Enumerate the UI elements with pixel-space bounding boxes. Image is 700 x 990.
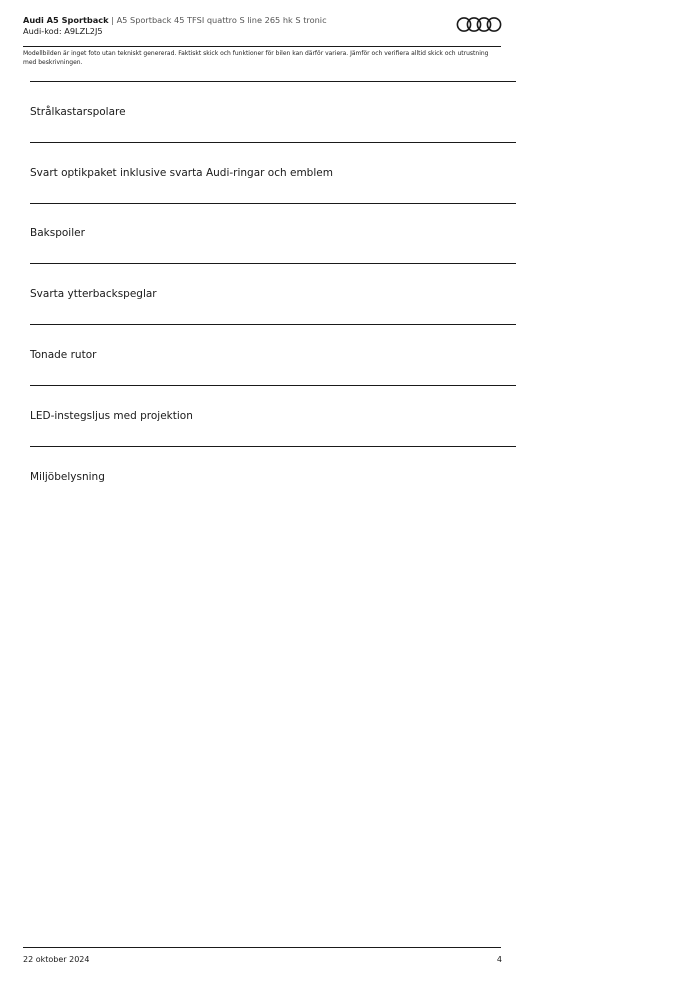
model-variant: A5 Sportback 45 TFSI quattro S line 265 hk S tronic [116, 15, 327, 25]
model-name: Audi A5 Sportback [23, 15, 109, 25]
header-divider [23, 46, 501, 47]
footer-divider [23, 947, 501, 948]
document-header [23, 15, 501, 37]
audi-code-value: A9LZL2J5 [64, 26, 103, 36]
feature-item: Tonade rutor [30, 349, 97, 362]
feature-item: Svarta ytterbackspeglar [30, 288, 157, 301]
disclaimer-text: Modellbilden är inget foto utan tekniskt genererad. Faktiskt skick och funktioner för bilen kan därför variera. Jämför och verifiera alltid skick och utrustning med beskrivningen. [23, 50, 489, 66]
feature-item: Bakspoiler [30, 227, 85, 240]
model-title [23, 15, 501, 26]
footer-date: 22 oktober 2024 [23, 955, 90, 964]
feature-item: Strålkastarspolare [30, 105, 126, 118]
page-number: 4 [496, 955, 502, 964]
audi-code-label: Audi-kod: [23, 26, 62, 36]
feature-item: Svart optikpaket inklusive svarta Audi-ringar och emblem [30, 166, 333, 179]
feature-item: Miljöbelysning [30, 470, 105, 483]
feature-item: LED-instegsljus med projektion [30, 409, 193, 422]
audi-logo-icon [456, 16, 502, 33]
audi-code [23, 26, 501, 37]
title-separator: | [111, 15, 114, 25]
feature-list [30, 81, 516, 507]
